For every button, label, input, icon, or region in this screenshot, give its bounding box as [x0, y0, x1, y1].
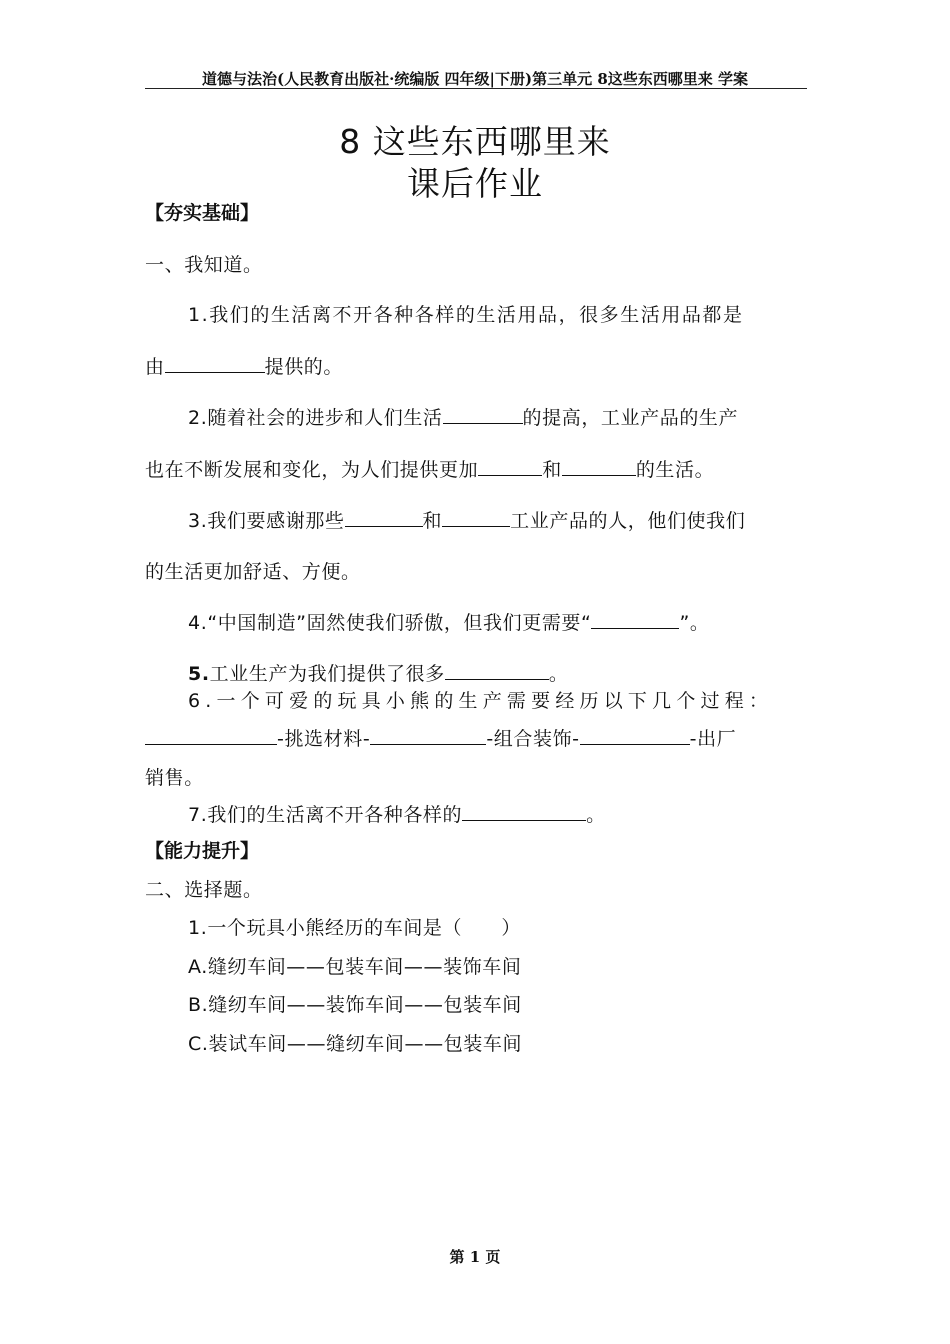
q3-text-b: 和 — [422, 510, 443, 532]
q1-blank[interactable] — [165, 356, 265, 373]
q2-text-b: 的提高，工业产品的生产 — [522, 407, 739, 429]
q6-blank-3[interactable] — [580, 728, 690, 745]
q7-text-b: 。 — [586, 804, 606, 826]
q2-line1 — [188, 403, 738, 430]
q6-blank-2[interactable] — [370, 728, 486, 745]
document-header: 道德与法治(人民教育出版社·统编版 四年级|下册)第三单元 8这些东西哪里来 学案 — [202, 70, 748, 88]
header-rule — [145, 88, 807, 89]
page-subtitle: 课后作业 — [407, 164, 543, 203]
q3-blank-2[interactable] — [442, 510, 510, 527]
q1-text-c: 提供的。 — [264, 356, 344, 378]
page-number: 第 1 页 — [449, 1248, 501, 1266]
mc1-option-a[interactable]: A.缝纫车间——包装车间——装饰车间 — [188, 956, 522, 978]
q3-text-c: 工业产品的人，他们使我们 — [510, 510, 746, 532]
q3-text-a: 3.我们要感谢那些 — [188, 510, 345, 532]
q2-blank-3[interactable] — [562, 459, 636, 476]
q3-line1 — [188, 506, 745, 533]
q7-text-a: 7.我们的生活离不开各种各样的 — [188, 804, 463, 826]
q6-text-c: -组合装饰- — [486, 728, 580, 750]
q1-text-b: 由 — [145, 356, 165, 378]
q6-line2 — [145, 724, 736, 751]
section-heading-basics: 【夯实基础】 — [145, 202, 260, 224]
q2-blank-1[interactable] — [443, 407, 523, 424]
q1-line2 — [145, 352, 343, 379]
q2-text-a: 2.随着社会的进步和人们生活 — [188, 407, 443, 429]
q2-text-d: 和 — [542, 459, 562, 481]
q2-blank-2[interactable] — [478, 459, 542, 476]
q2-line2 — [145, 455, 714, 482]
q1-line1: 1.我们的生活离不开各种各样的生活用品，很多生活用品都是 — [188, 304, 744, 326]
q6-text-b: -挑选材料- — [277, 728, 371, 750]
q4-text-b: ”。 — [679, 612, 710, 634]
q5-text-b: 。 — [548, 663, 569, 685]
q5-line — [188, 659, 568, 686]
q5-blank[interactable] — [445, 663, 549, 680]
part2-heading: 二、选择题。 — [145, 879, 263, 901]
q6-blank-1[interactable] — [145, 728, 277, 745]
q5-text-a: 工业生产为我们提供了很多 — [209, 663, 445, 685]
part1-heading: 一、我知道。 — [145, 254, 263, 276]
page-title: 8 这些东西哪里来 — [339, 122, 611, 161]
q4-text-a: 4.“中国制造”固然使我们骄傲，但我们更需要“ — [188, 612, 592, 634]
section-heading-advanced: 【能力提升】 — [145, 840, 260, 862]
mc1-question: 1.一个玩具小熊经历的车间是（ ） — [188, 917, 521, 939]
q6-line1: 6.一个可爱的玩具小熊的生产需要经历以下几个过程： — [188, 690, 774, 712]
mc1-option-c[interactable]: C.装试车间——缝纫车间——包装车间 — [188, 1033, 523, 1055]
q5-number: 5. — [188, 663, 210, 685]
mc1-option-b[interactable]: B.缝纫车间——装饰车间——包装车间 — [188, 994, 522, 1016]
q6-text-d: -出厂 — [689, 728, 737, 750]
q6-line3: 销售。 — [145, 767, 204, 789]
q4-line — [188, 608, 710, 635]
q4-blank[interactable] — [591, 612, 679, 629]
q7-line — [188, 800, 606, 827]
q2-text-e: 的生活。 — [635, 459, 715, 481]
q2-text-c: 也在不断发展和变化，为人们提供更加 — [145, 459, 479, 481]
q3-line2: 的生活更加舒适、方便。 — [145, 561, 361, 583]
q7-blank[interactable] — [462, 804, 586, 821]
q3-blank-1[interactable] — [345, 510, 423, 527]
